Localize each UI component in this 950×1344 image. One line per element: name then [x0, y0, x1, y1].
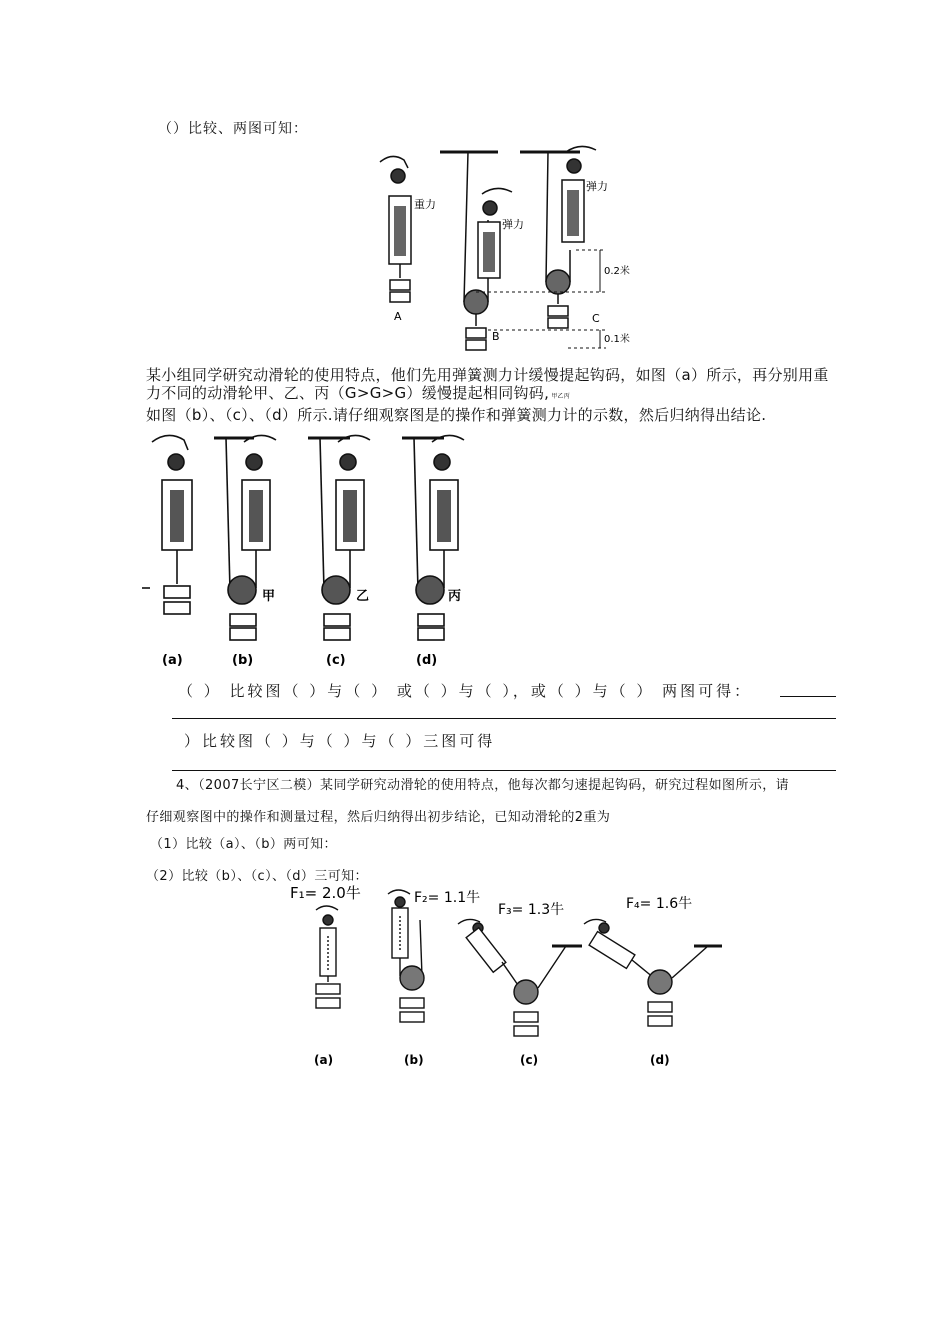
fig2-label-a: (a)	[162, 653, 183, 668]
figure-1-movable-pulley	[370, 140, 670, 356]
force-label-f1: F₁= 2.0牛	[290, 884, 361, 902]
problem-4-line-2: 仔细观察图中的操作和测量过程，然后归纳得出初步结论，已知动滑轮的2重为	[146, 810, 611, 825]
paragraph-2-line-2: 力不同的动滑轮甲、乙、丙（G>G>G）缓慢提起相同钩码, 甲乙丙	[146, 384, 571, 402]
pulley-label-jia: 甲	[262, 589, 276, 604]
fig3-label-c: (c)	[520, 1053, 539, 1067]
figure-3-pulley-forces	[282, 880, 722, 1072]
fig2-label-d: (d)	[416, 653, 438, 668]
paragraph-2-line-1: 某小组同学研究动滑轮的使用特点，他们先用弹簧测力计缓慢提起钩码，如图（a）所示，再分别用重	[146, 366, 829, 384]
fig1-spring-label-2: 弹力	[586, 180, 608, 193]
force-label-f4: F₄= 1.6牛	[626, 896, 693, 912]
sub-question-1: （1）比较（a）、（b）两可知：	[150, 837, 337, 852]
question-2-line: （ ） 比较图（ ）与（ ） 或（ ）与（ ），或（ ）与（ ） 两图可得：	[178, 682, 753, 700]
fig1-label-c: C	[592, 312, 600, 325]
fig1-weight-label: 重力	[414, 198, 436, 211]
fig1-distance-2: 0.1米	[604, 334, 630, 345]
fig1-distance-1: 0.2米	[604, 266, 630, 277]
sub-question-2: （2）比较（b）、（c）、（d）三可知：	[146, 869, 368, 884]
fig1-spring-label-1: 弹力	[502, 218, 524, 231]
fig3-label-b: (b)	[404, 1053, 424, 1067]
problem-4-line-1: 4、（2007长宁区二模）某同学研究动滑轮的使用特点，他每次都匀速提起钩码，研究过程如图所示，请	[176, 778, 790, 793]
force-label-f3: F₃= 1.3牛	[498, 902, 565, 918]
fig1-label-b: B	[492, 330, 500, 343]
divider-line-2	[172, 770, 836, 771]
divider-line-1	[172, 718, 836, 719]
question-3-line: ）比较图（ ）与（ ）与（ ）三图可得	[184, 732, 496, 750]
question-1-line: （）比较、两图可知：	[158, 121, 308, 137]
paragraph-2-line-3: 如图（b）、（c）、（d）所示.请仔细观察图是的操作和弹簧测力计的示数，然后归纳得出结论.	[146, 406, 767, 424]
fig1-label-a: A	[394, 310, 402, 323]
fig2-label-c: (c)	[326, 653, 346, 668]
fig2-label-b: (b)	[232, 653, 254, 668]
tiny-note: 甲乙丙	[551, 393, 571, 400]
figure-2-pulley-comparison	[140, 428, 480, 672]
answer-blank	[780, 696, 836, 697]
force-label-f2: F₂= 1.1牛	[414, 890, 481, 906]
fig3-label-d: (d)	[650, 1053, 670, 1067]
pulley-label-bing: 丙	[448, 589, 462, 604]
pulley-label-yi: 乙	[356, 589, 370, 604]
fig3-label-a: (a)	[314, 1053, 334, 1067]
